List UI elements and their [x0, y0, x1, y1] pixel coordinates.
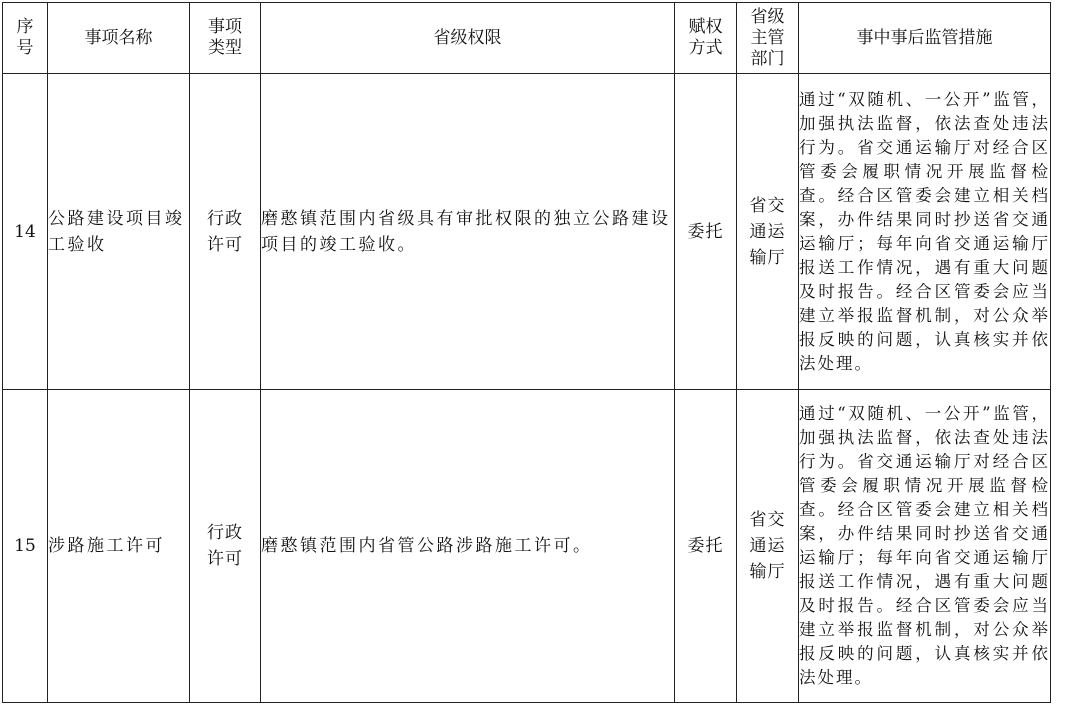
cell-dept: 省交通运输厅	[737, 74, 799, 390]
cell-mode: 委托	[675, 390, 737, 703]
table-row	[3, 390, 1051, 703]
header-no-line1: 序	[16, 17, 34, 37]
cell-mode: 委托	[675, 74, 737, 390]
header-dept-line1: 省级	[750, 6, 785, 27]
regulation-table	[2, 2, 1051, 703]
table-header-row	[3, 3, 1051, 74]
cell-type: 行政许可	[190, 390, 261, 703]
header-type-line1: 事项	[208, 17, 242, 37]
header-type	[190, 3, 261, 74]
table-row	[3, 74, 1051, 390]
header-type-line2: 类型	[208, 38, 242, 58]
cell-type: 行政许可	[190, 74, 261, 390]
header-no-line2: 号	[16, 38, 34, 58]
header-measures: 事中事后监管措施	[799, 3, 1051, 74]
header-mode-line2: 方式	[688, 38, 723, 58]
header-name: 事项名称	[48, 3, 190, 74]
cell-no: 15	[3, 390, 48, 703]
cell-authority: 磨憨镇范围内省级具有审批权限的独立公路建设项目的竣工验收。	[261, 74, 675, 390]
header-mode	[675, 3, 737, 74]
cell-dept: 省交通运输厅	[737, 390, 799, 703]
cell-measures: 通过“双随机、一公开”监管，加强执法监督，依法查处违法行为。省交通运输厅对经合区管委会履职情况开展监督检查。经合区管委会建立相关档案，办件结果同时抄送省交通运输厅；每年向省交通运输厅报送工作情况，遇有重大问题及时报告。经合区管委会应当建立举报监督机制，对公众举报反映的问题，认真核实并依法处理。	[799, 390, 1051, 703]
cell-no: 14	[3, 74, 48, 390]
header-dept	[737, 3, 799, 74]
header-dept-line2: 主管	[750, 27, 785, 48]
cell-name: 公路建设项目竣工验收	[48, 74, 190, 390]
cell-measures: 通过“双随机、一公开”监管，加强执法监督，依法查处违法行为。省交通运输厅对经合区管委会履职情况开展监督检查。经合区管委会建立相关档案，办件结果同时抄送省交通运输厅；每年向省交通运输厅报送工作情况，遇有重大问题及时报告。经合区管委会应当建立举报监督机制，对公众举报反映的问题，认真核实并依法处理。	[799, 74, 1051, 390]
header-mode-line1: 赋权	[688, 17, 723, 37]
header-no	[3, 3, 48, 74]
header-dept-line3: 部门	[750, 48, 785, 69]
cell-name: 涉路施工许可	[48, 390, 190, 703]
header-authority: 省级权限	[261, 3, 675, 74]
cell-authority: 磨憨镇范围内省管公路涉路施工许可。	[261, 390, 675, 703]
